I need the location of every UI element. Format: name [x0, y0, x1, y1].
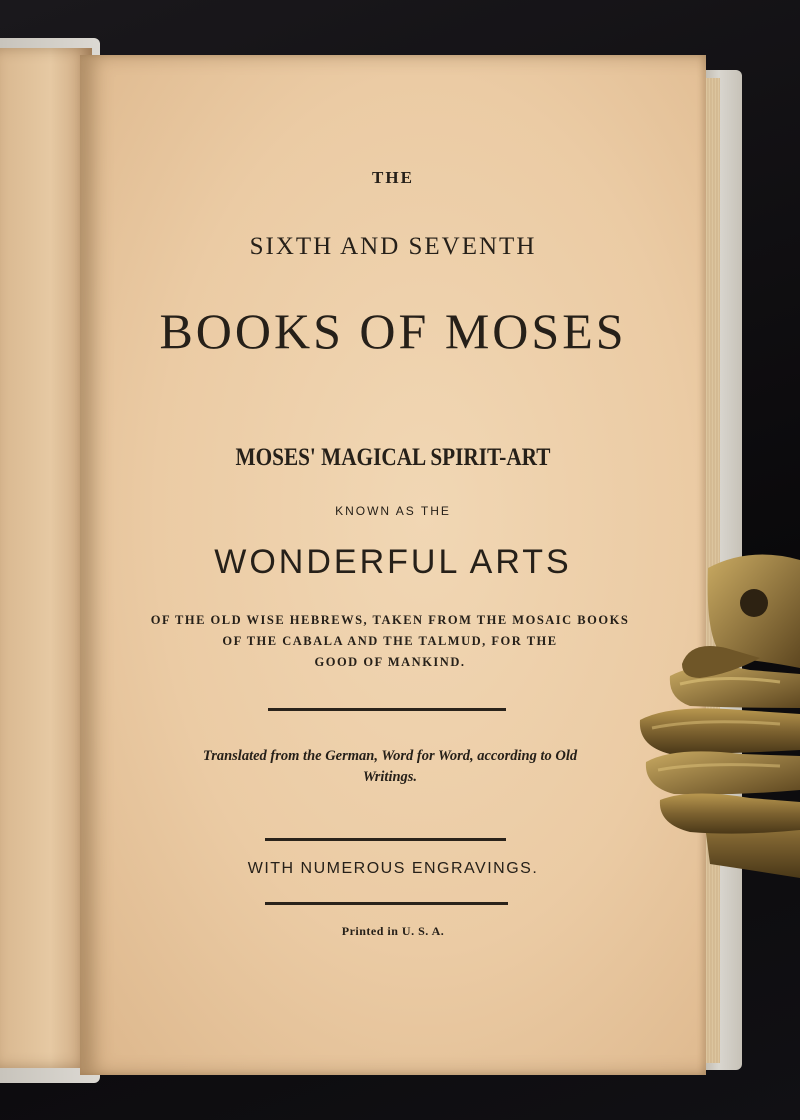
known-as-line: KNOWN AS THE — [335, 504, 451, 518]
translated-line-1: Translated from the German, Word for Word, according to Old — [202, 748, 578, 764]
engravings-line: WITH NUMEROUS ENGRAVINGS. — [247, 860, 539, 877]
divider-rule — [265, 838, 506, 841]
main-title: BOOKS OF MOSES — [159, 303, 627, 359]
title-subtitle: SIXTH AND SEVENTH — [249, 233, 537, 260]
magical-heading: MOSES' MAGICAL SPIRIT-ART — [235, 444, 551, 471]
title-the: THE — [372, 168, 414, 187]
hebrews-line-2: OF THE CABALA AND THE TALMUD, FOR THE — [222, 634, 558, 648]
divider-rule — [268, 708, 506, 711]
hebrews-line-1: OF THE OLD WISE HEBREWS, TAKEN FROM THE MOSAIC BOOKS — [150, 613, 630, 627]
wonderful-arts-heading: WONDERFUL ARTS — [214, 543, 572, 581]
hebrews-paragraph — [150, 610, 630, 673]
brass-hand-icon — [630, 548, 800, 888]
left-page — [0, 48, 92, 1068]
translated-line-2: Writings. — [362, 769, 418, 785]
translated-note — [160, 746, 620, 788]
divider-rule — [265, 902, 508, 905]
hebrews-line-3: GOOD OF MANKIND. — [314, 655, 466, 669]
printed-line: Printed in U. S. A. — [341, 924, 445, 938]
